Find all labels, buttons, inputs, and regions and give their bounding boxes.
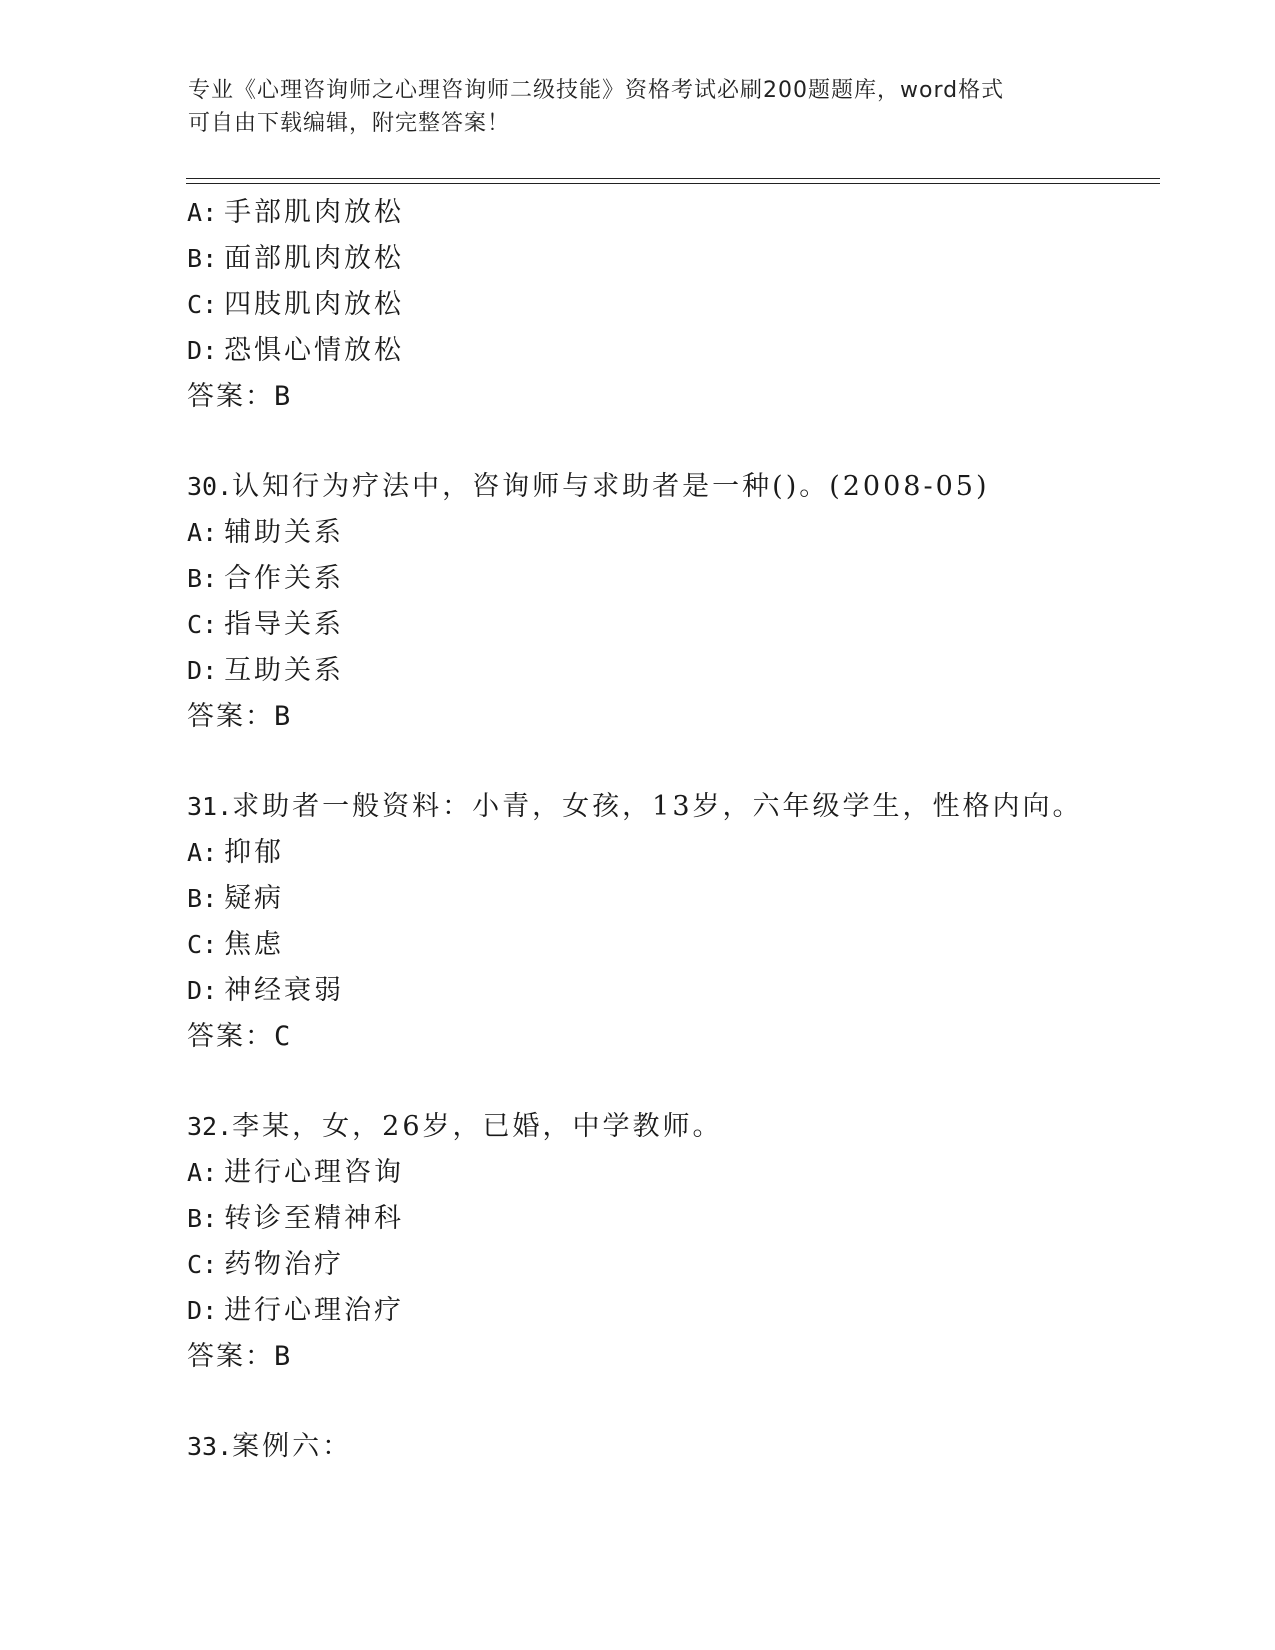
- option-text: 互助关系: [224, 655, 345, 686]
- option-letter: B: [187, 1204, 203, 1233]
- option-separator: :: [202, 656, 221, 685]
- question-number: 33.: [187, 1432, 233, 1461]
- option-separator: :: [202, 610, 221, 639]
- question-text: 案例六：: [232, 1431, 353, 1462]
- option-letter: A: [187, 198, 203, 227]
- question-number: 32.: [187, 1112, 233, 1141]
- answer-value: B: [274, 1341, 293, 1372]
- option-a: [187, 830, 1167, 876]
- option-separator: :: [202, 1250, 221, 1279]
- option-b: [187, 236, 1167, 282]
- option-text: 转诊至精神科: [224, 1203, 405, 1234]
- question-number: 30.: [187, 472, 233, 501]
- option-letter: C: [187, 1250, 203, 1279]
- option-letter: A: [187, 1158, 203, 1187]
- header-divider-bottom: [186, 183, 1160, 184]
- answer-label: 答案：: [187, 1341, 274, 1372]
- question-text: 李某，女，26岁，已婚，中学教师。: [232, 1111, 723, 1142]
- option-b: [187, 876, 1167, 922]
- answer-line: [187, 694, 1167, 740]
- option-separator: :: [202, 1158, 221, 1187]
- question-number: 31.: [187, 792, 233, 821]
- block-spacer: [187, 420, 1167, 464]
- option-c: [187, 602, 1167, 648]
- option-letter: B: [187, 564, 203, 593]
- option-letter: C: [187, 930, 203, 959]
- option-text: 进行心理咨询: [224, 1157, 405, 1188]
- option-text: 抑郁: [224, 837, 285, 868]
- option-a: [187, 1150, 1167, 1196]
- header-divider-top: [186, 178, 1160, 179]
- question-block: [187, 190, 1167, 420]
- option-letter: D: [187, 976, 203, 1005]
- option-separator: :: [202, 198, 221, 227]
- option-a: [187, 510, 1167, 556]
- option-separator: :: [202, 884, 221, 913]
- option-letter: B: [187, 244, 203, 273]
- answer-label: 答案：: [187, 701, 274, 732]
- option-text: 面部肌肉放松: [224, 243, 405, 274]
- option-separator: :: [202, 518, 221, 547]
- option-letter: C: [187, 290, 203, 319]
- option-text: 神经衰弱: [224, 975, 345, 1006]
- option-text: 药物治疗: [224, 1249, 345, 1280]
- option-d: [187, 1288, 1167, 1334]
- question-block: [187, 1104, 1167, 1380]
- option-separator: :: [202, 244, 221, 273]
- option-separator: :: [202, 930, 221, 959]
- option-d: [187, 968, 1167, 1014]
- document-header: [188, 74, 1088, 140]
- option-letter: D: [187, 336, 203, 365]
- block-spacer: [187, 1380, 1167, 1424]
- answer-label: 答案：: [187, 381, 274, 412]
- block-spacer: [187, 1060, 1167, 1104]
- question-stem: [187, 464, 1167, 510]
- answer-value: B: [274, 701, 293, 732]
- question-block: [187, 464, 1167, 740]
- question-text: 认知行为疗法中，咨询师与求助者是一种()。(2008-05): [232, 471, 990, 502]
- answer-line: [187, 374, 1167, 420]
- question-list: [187, 190, 1167, 1470]
- answer-label: 答案：: [187, 1021, 274, 1052]
- option-text: 辅助关系: [224, 517, 345, 548]
- option-separator: :: [202, 1204, 221, 1233]
- option-separator: :: [202, 336, 221, 365]
- option-text: 焦虑: [224, 929, 285, 960]
- question-text: 求助者一般资料：小青，女孩，13岁，六年级学生，性格内向。: [232, 791, 1083, 822]
- option-c: [187, 1242, 1167, 1288]
- question-stem: [187, 1104, 1167, 1150]
- answer-line: [187, 1334, 1167, 1380]
- answer-line: [187, 1014, 1167, 1060]
- option-text: 恐惧心情放松: [224, 335, 405, 366]
- question-stem: [187, 1424, 1167, 1470]
- question-stem: [187, 784, 1167, 830]
- option-text: 四肢肌肉放松: [224, 289, 405, 320]
- option-text: 疑病: [224, 883, 285, 914]
- answer-value: B: [274, 381, 293, 412]
- option-a: [187, 190, 1167, 236]
- option-letter: D: [187, 656, 203, 685]
- header-title-line-1: 专业《心理咨询师之心理咨询师二级技能》资格考试必刷200题题库，word格式: [188, 78, 1005, 103]
- option-text: 合作关系: [224, 563, 345, 594]
- option-b: [187, 1196, 1167, 1242]
- option-separator: :: [202, 976, 221, 1005]
- option-text: 手部肌肉放松: [224, 197, 405, 228]
- option-c: [187, 282, 1167, 328]
- option-d: [187, 648, 1167, 694]
- question-block: [187, 784, 1167, 1060]
- option-c: [187, 922, 1167, 968]
- option-separator: :: [202, 838, 221, 867]
- option-d: [187, 328, 1167, 374]
- option-letter: A: [187, 518, 203, 547]
- option-separator: :: [202, 290, 221, 319]
- option-separator: :: [202, 564, 221, 593]
- option-text: 指导关系: [224, 609, 345, 640]
- option-letter: D: [187, 1296, 203, 1325]
- option-letter: C: [187, 610, 203, 639]
- header-title-line-2: 可自由下载编辑，附完整答案！: [188, 111, 511, 136]
- option-letter: A: [187, 838, 203, 867]
- option-b: [187, 556, 1167, 602]
- option-separator: :: [202, 1296, 221, 1325]
- option-text: 进行心理治疗: [224, 1295, 405, 1326]
- option-letter: B: [187, 884, 203, 913]
- block-spacer: [187, 740, 1167, 784]
- question-block: [187, 1424, 1167, 1470]
- answer-value: C: [274, 1021, 293, 1052]
